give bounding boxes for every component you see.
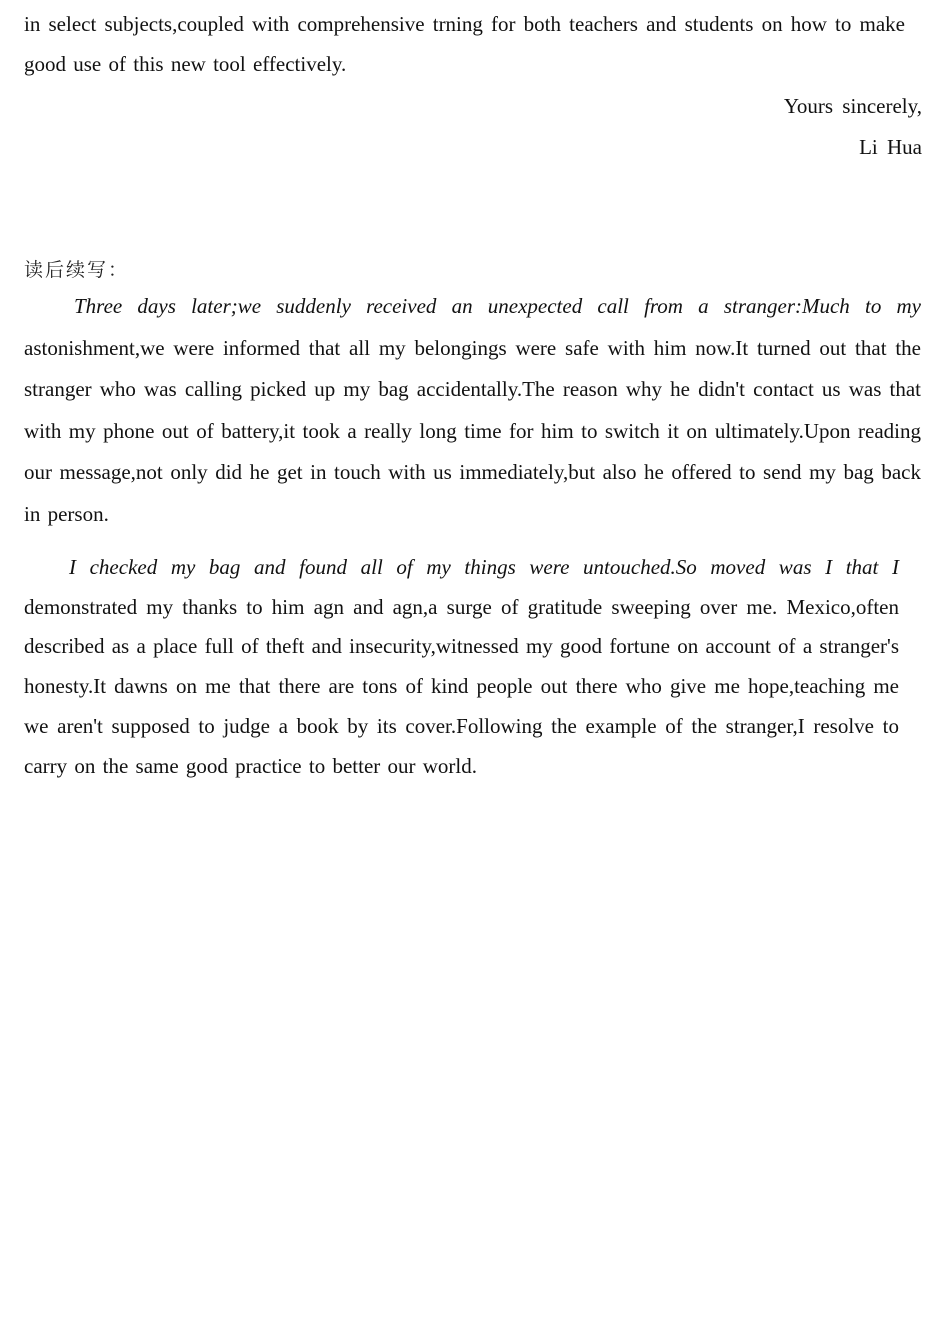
continuation-paragraph-2 [24,548,899,786]
letter-signature: Li Hua [859,135,922,159]
continuation-paragraph-1 [24,286,921,535]
paragraph-2-opening-italic: I checked my bag and found all of my things were untouched.So moved was I that I [69,555,899,579]
paragraph-2-body: demonstrated my thanks to him agn and agn,a surge of gratitude sweeping over me. Mexico,often described as a place full of theft and insecurity,witnessed my good fortune on account of a stranger's honesty.It dawns on me that there are tons of kind people out there who give me hope,teaching me we aren't supposed to judge a book by its cover.Following the example of the stranger,I resolve to carry on the same good practice to better our world. [24,594,899,778]
section-heading: 读后续写： [24,259,130,281]
paragraph-1-body: astonishment,we were informed that all my belongings were safe with him now.It turned out that the stranger who was calling picked up my bag accidentally.The reason why he didn't contact us was that with my phone out of battery,it took a really long time for him to switch it on ultimately.Upon reading our message,not only did he get in touch with us immediately,but also he offered to send my bag back in person. [24,335,921,526]
paragraph-1-opening-italic: Three days later;we suddenly received an unexpected call from a stranger:Much to my [74,294,921,318]
letter-closing: Yours sincerely, [783,94,922,118]
letter-body-end: in select subjects,coupled with comprehensive trning for both teachers and students on how to make good use of this new tool effectively. [24,12,905,76]
